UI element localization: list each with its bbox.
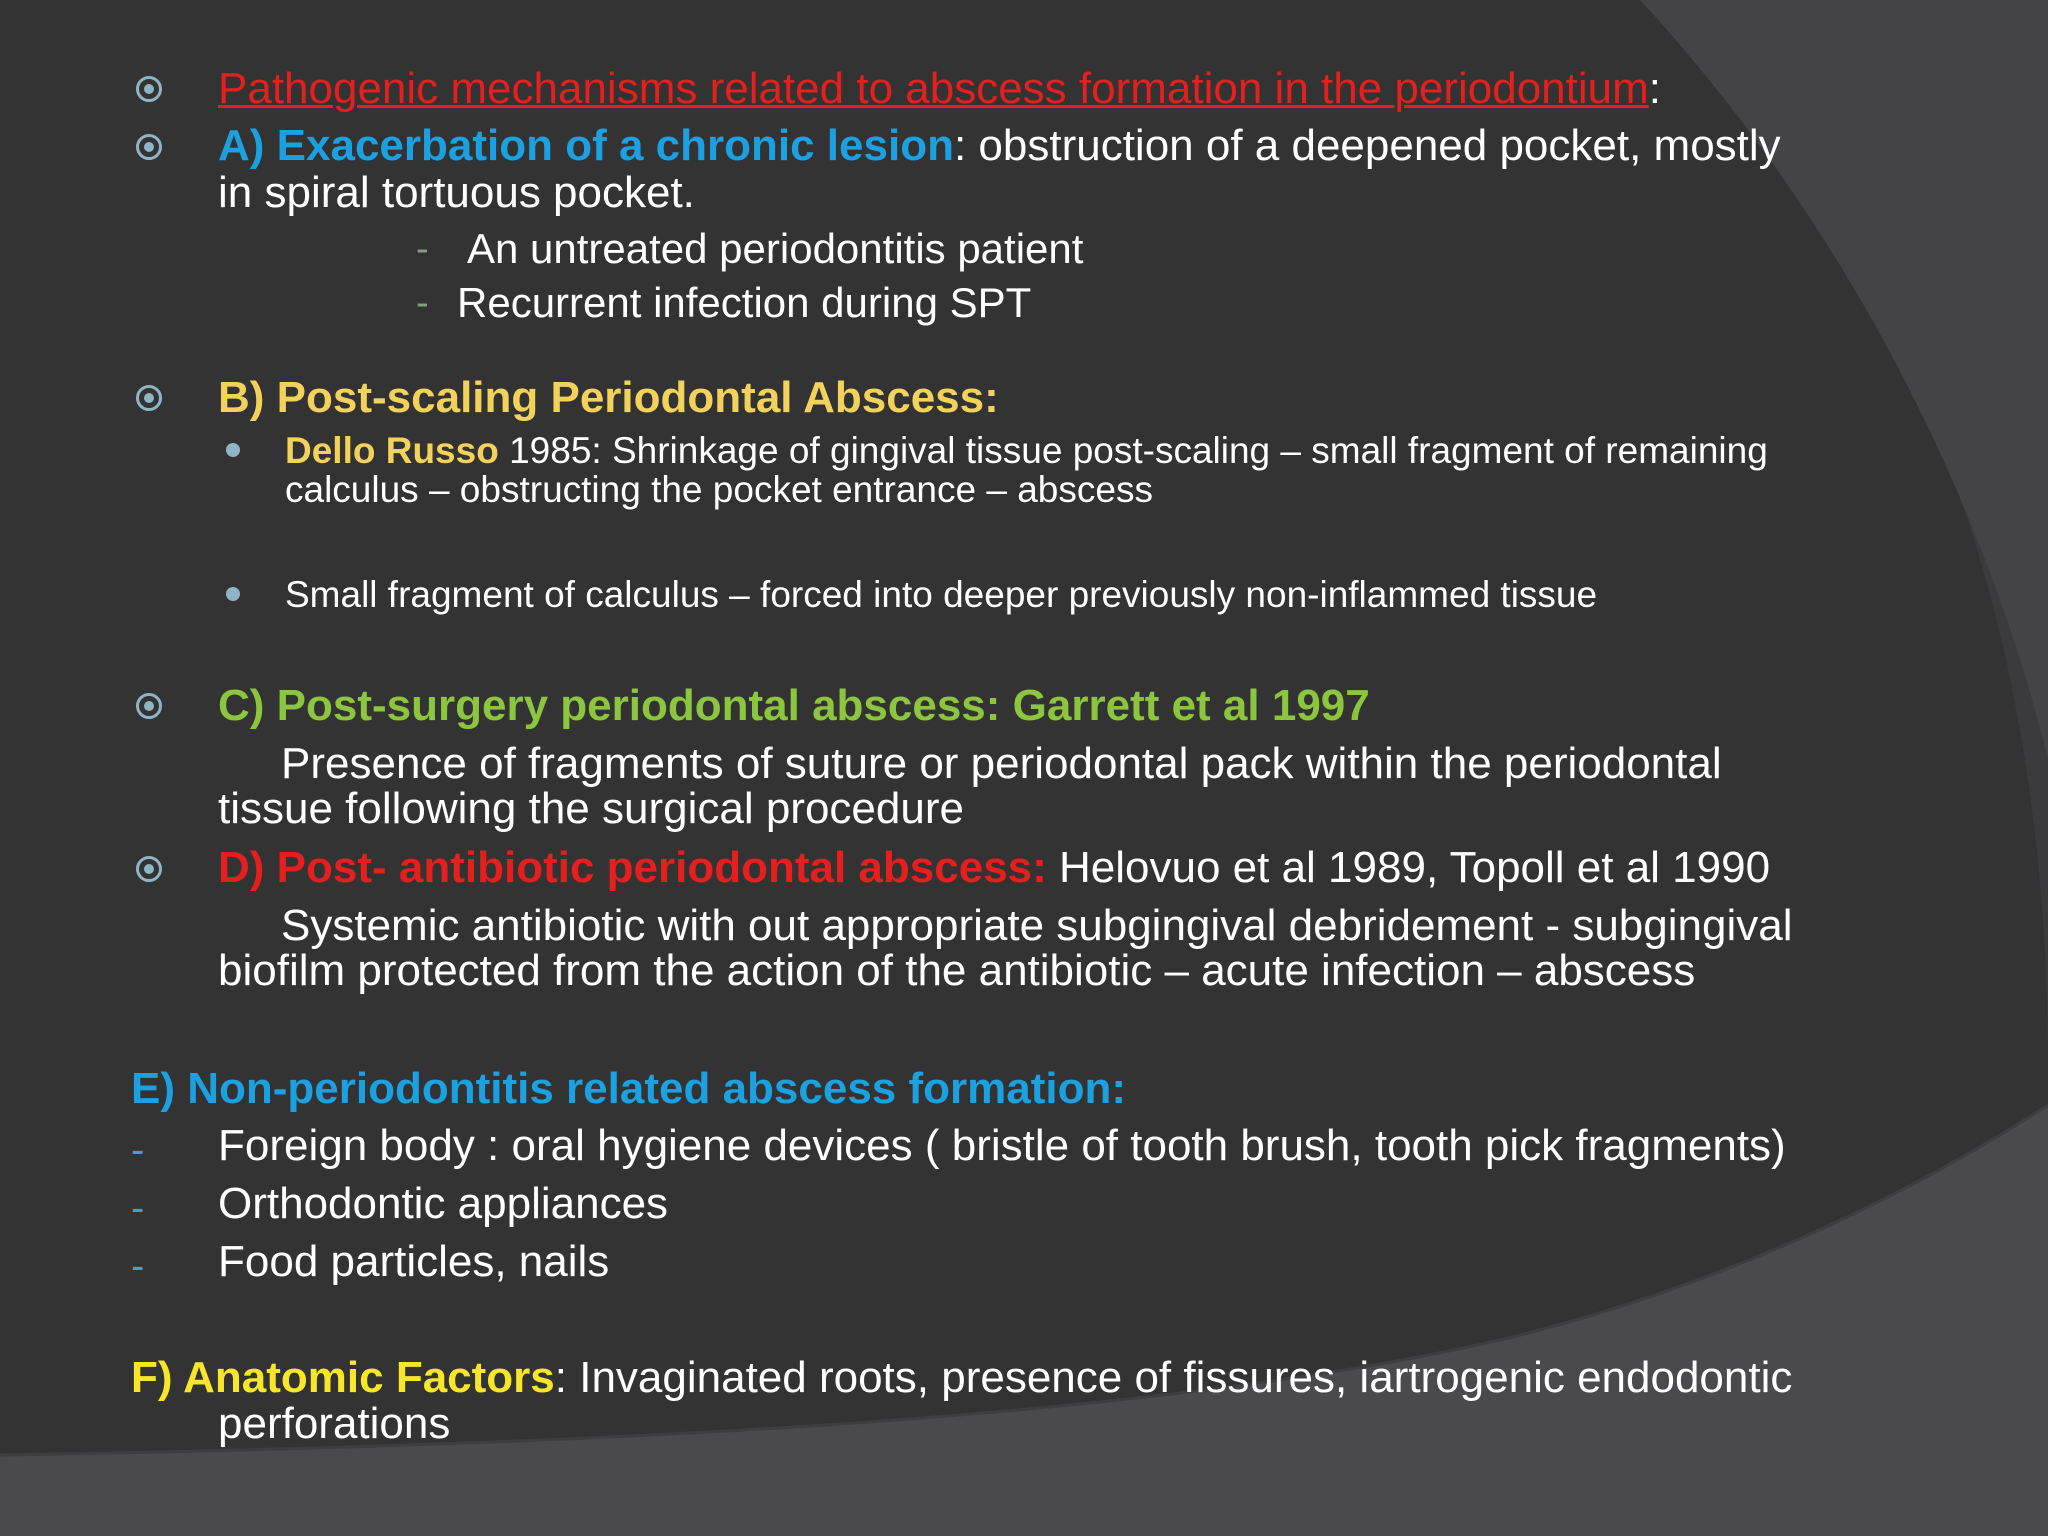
section-b-author: Dello Russo bbox=[285, 430, 499, 471]
section-c-text-2: tissue following the surgical procedure bbox=[218, 784, 964, 833]
section-a-subitem-2: Recurrent infection during SPT bbox=[457, 279, 1032, 326]
heading-title: Pathogenic mechanisms related to abscess formation in the periodontium bbox=[218, 64, 1649, 113]
target-bullet-icon bbox=[136, 134, 162, 160]
target-bullet-icon bbox=[136, 385, 162, 411]
section-e-label: E) Non-periodontitis related abscess formation: bbox=[131, 1064, 1127, 1113]
dot-bullet-icon bbox=[226, 443, 240, 457]
section-f-text-1: : Invaginated roots, presence of fissures, iartrogenic endodontic bbox=[554, 1353, 1793, 1402]
section-b-item-1-text: 1985: Shrinkage of gingival tissue post-scaling – small fragment of remaining bbox=[498, 430, 1768, 471]
section-a-line1 bbox=[218, 121, 1781, 170]
section-b-item-1-line2: calculus – obstructing the pocket entrance – abscess bbox=[285, 469, 1153, 510]
section-c-label: C) Post-surgery periodontal abscess: Garrett et al 1997 bbox=[218, 681, 1370, 730]
section-a-subitem-1: An untreated periodontitis patient bbox=[467, 225, 1084, 272]
target-bullet-icon bbox=[136, 856, 162, 882]
target-bullet-icon bbox=[136, 693, 162, 719]
section-e-item-3: Food particles, nails bbox=[218, 1237, 610, 1286]
section-a-text-1: : obstruction of a deepened pocket, mostly bbox=[953, 121, 1781, 170]
section-d-line1 bbox=[218, 843, 1771, 892]
dash-bullet-icon: - bbox=[131, 1186, 145, 1230]
section-a-line2: in spiral tortuous pocket. bbox=[218, 168, 695, 217]
section-d-text-2: biofilm protected from the action of the antibiotic – acute infection – abscess bbox=[218, 946, 1696, 995]
section-b-item-1-line1 bbox=[285, 432, 1768, 469]
dot-bullet-icon bbox=[226, 587, 240, 601]
section-e-item-2: Orthodontic appliances bbox=[218, 1179, 669, 1228]
section-a-label: A) Exacerbation of a chronic lesion bbox=[218, 121, 954, 170]
dash-bullet-icon: - bbox=[131, 1244, 145, 1288]
dash-bullet-icon: - bbox=[416, 282, 429, 324]
dash-bullet-icon: - bbox=[416, 228, 429, 270]
section-b-label: B) Post-scaling Periodontal Abscess: bbox=[218, 373, 999, 422]
target-bullet-icon bbox=[136, 76, 162, 102]
section-c-text-1: Presence of fragments of suture or periodontal pack within the periodontal bbox=[281, 739, 1722, 788]
section-f-text-2: perforations bbox=[218, 1399, 451, 1448]
section-f-line1 bbox=[131, 1353, 1793, 1402]
dash-bullet-icon: - bbox=[131, 1128, 145, 1172]
section-f-label: F) Anatomic Factors bbox=[131, 1353, 555, 1402]
heading-colon: : bbox=[1648, 64, 1662, 113]
section-b-item-2: Small fragment of calculus – forced into deeper previously non-inflammed tissue bbox=[285, 574, 1598, 615]
slide-heading bbox=[218, 64, 1662, 113]
section-d-refs: Helovuo et al 1989, Topoll et al 1990 bbox=[1046, 843, 1771, 892]
section-d-text-1: Systemic antibiotic with out appropriate subgingival debridement - subgingival bbox=[281, 901, 1793, 950]
section-e-item-1: Foreign body : oral hygiene devices ( bristle of tooth brush, tooth pick fragments) bbox=[218, 1121, 1786, 1170]
section-d-label: D) Post- antibiotic periodontal abscess: bbox=[218, 843, 1047, 892]
